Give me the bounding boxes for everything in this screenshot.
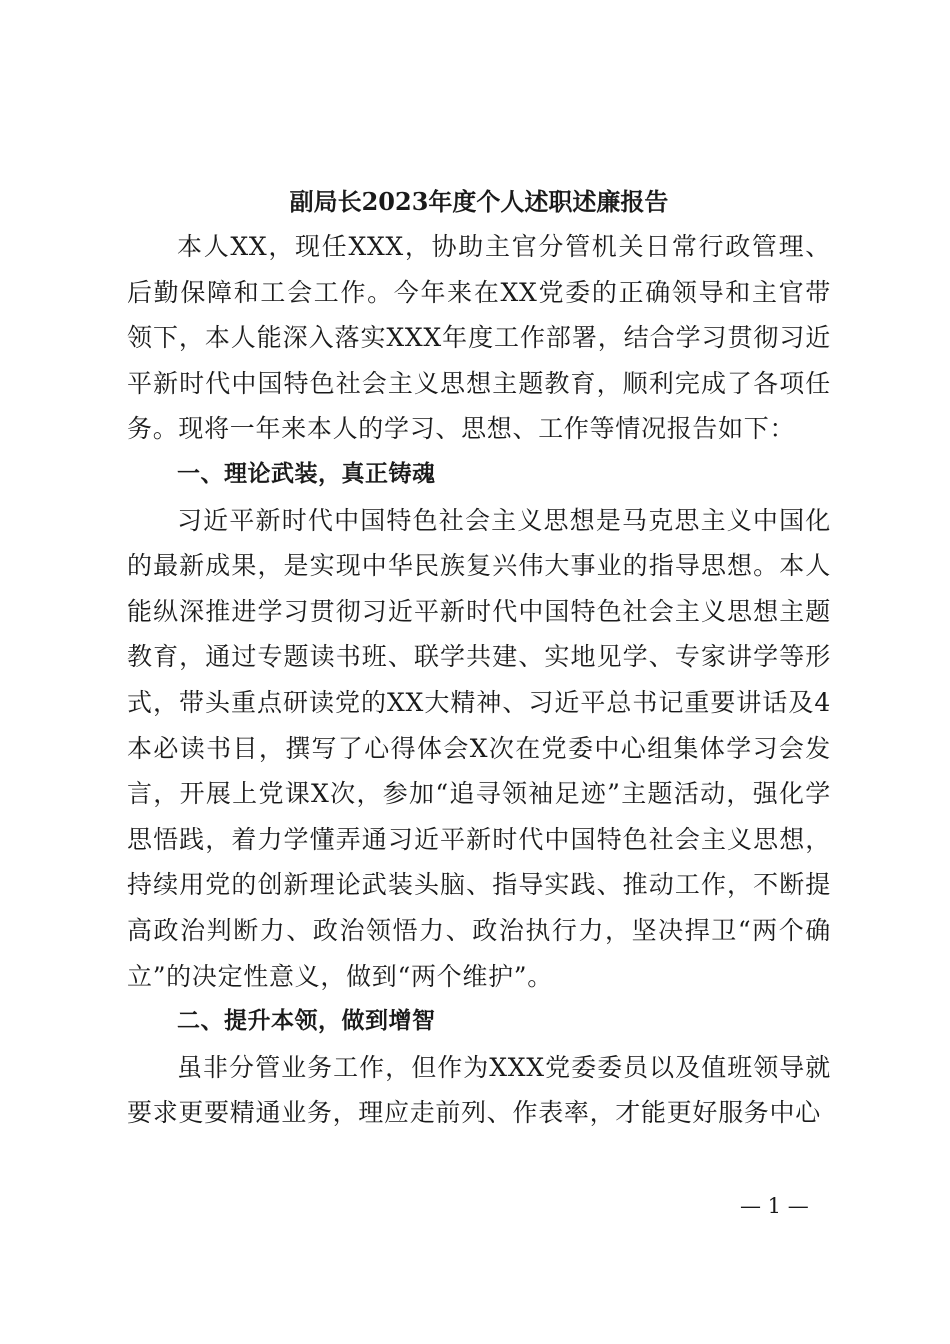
section-heading-1: 一、理论武装，真正铸魂 [177, 460, 436, 487]
section-body-1: 习近平新时代中国特色社会主义思想是马克思主义中国化的最新成果，是实现中华民族复兴伟大事业的指导思想。本人能纵深推进学习贯彻习近平新时代中国特色社会主义思想主题教育，通过专题读书班、联学共建、实地见学、专家讲学等形式，带头重点研读党的XX大精神、习近平总书记重要讲话及4本必读书目，撰写了心得体会X次在党委中心组集体学习会发言，开展上党课X次，参加“追寻领袖足迹”主题活动，强化学思悟践，着力学懂弄通习近平新时代中国特色社会主义思想，持续用党的创新理论武装头脑、指导实践、推动工作，不断提高政治判断力、政治领悟力、政治执行力，坚决捍卫“两个确立”的决定性意义，做到“两个维护”。 [127, 505, 831, 991]
section-heading-2: 二、提升本领，做到增智 [177, 1008, 436, 1035]
document-title: 副局长2023年度个人述职述廉报告 [289, 187, 669, 216]
page-number: — 1 — [740, 1194, 809, 1218]
section-body-2: 虽非分管业务工作，但作为XXX党委委员以及值班领导就要求更要精通业务，理应走前列、作表率，才能更好服务中心 [127, 1052, 831, 1128]
intro-paragraph: 本人XX，现任XXX，协助主官分管机关日常行政管理、后勤保障和工会工作。今年来在XX党委的正确领导和主官带领下，本人能深入落实XXX年度工作部署，结合学习贯彻习近平新时代中国特色社会主义思想主题教育，顺利完成了各项任务。现将一年来本人的学习、思想、工作等情况报告如下： [127, 232, 831, 444]
document-body [127, 182, 831, 1136]
